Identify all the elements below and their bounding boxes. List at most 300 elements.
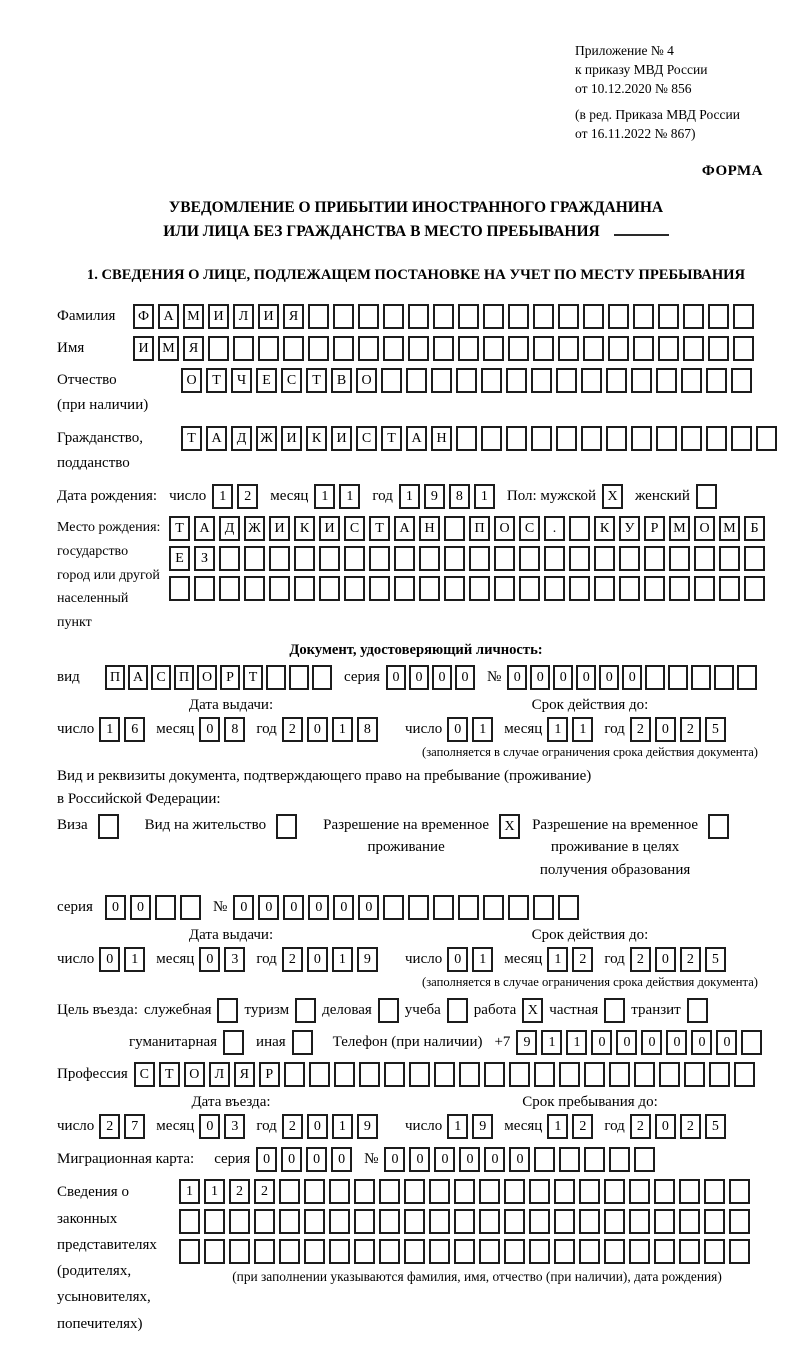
char-cell[interactable]	[444, 546, 465, 571]
char-cell[interactable]	[656, 368, 677, 393]
char-cell[interactable]: 1	[339, 484, 360, 509]
char-cell[interactable]: 3	[224, 1114, 245, 1139]
char-cell[interactable]	[384, 1062, 405, 1087]
char-cell[interactable]	[619, 576, 640, 601]
char-cell[interactable]: 0	[386, 665, 406, 690]
char-cell[interactable]	[594, 576, 615, 601]
char-cell[interactable]: 0	[199, 947, 220, 972]
char-cell[interactable]	[279, 1179, 300, 1204]
char-cell[interactable]: 5	[705, 717, 726, 742]
char-cell[interactable]	[706, 426, 727, 451]
char-cell[interactable]	[433, 336, 454, 361]
char-cell[interactable]: Б	[744, 516, 765, 541]
char-cell[interactable]	[381, 368, 402, 393]
char-cell[interactable]	[304, 1239, 325, 1264]
char-cell[interactable]	[533, 895, 554, 920]
char-cell[interactable]	[569, 546, 590, 571]
char-cell[interactable]	[559, 1147, 580, 1172]
char-cell[interactable]	[258, 336, 279, 361]
char-cell[interactable]: 0	[409, 1147, 430, 1172]
char-cell[interactable]	[733, 336, 754, 361]
char-cell[interactable]	[433, 304, 454, 329]
char-cell[interactable]: 5	[705, 947, 726, 972]
char-cell[interactable]	[644, 576, 665, 601]
char-cell[interactable]	[404, 1209, 425, 1234]
char-cell[interactable]: 0	[655, 947, 676, 972]
char-cell[interactable]: П	[105, 665, 125, 690]
char-cell[interactable]	[458, 304, 479, 329]
char-cell[interactable]	[419, 576, 440, 601]
char-cell[interactable]	[691, 665, 711, 690]
char-cell[interactable]: С	[151, 665, 171, 690]
char-cell[interactable]	[369, 576, 390, 601]
char-cell[interactable]: Л	[233, 304, 254, 329]
char-cell[interactable]	[694, 546, 715, 571]
char-cell[interactable]	[631, 368, 652, 393]
char-cell[interactable]	[294, 546, 315, 571]
char-cell[interactable]: Ч	[231, 368, 252, 393]
char-cell[interactable]	[379, 1179, 400, 1204]
char-cell[interactable]: 1	[332, 947, 353, 972]
char-cell[interactable]: 1	[399, 484, 420, 509]
char-cell[interactable]	[358, 304, 379, 329]
char-cell[interactable]	[629, 1209, 650, 1234]
char-cell[interactable]	[308, 336, 329, 361]
char-cell[interactable]: 5	[705, 1114, 726, 1139]
char-cell[interactable]	[584, 1062, 605, 1087]
char-cell[interactable]	[654, 1179, 675, 1204]
char-cell[interactable]	[484, 1062, 505, 1087]
char-cell[interactable]: 0	[447, 947, 468, 972]
char-cell[interactable]: Н	[431, 426, 452, 451]
char-cell[interactable]: 0	[105, 895, 126, 920]
char-cell[interactable]: 1	[541, 1030, 562, 1055]
char-cell[interactable]: Т	[206, 368, 227, 393]
char-cell[interactable]	[434, 1062, 455, 1087]
char-cell[interactable]: 0	[432, 665, 452, 690]
char-cell[interactable]	[333, 336, 354, 361]
char-cell[interactable]	[608, 304, 629, 329]
char-cell[interactable]: О	[184, 1062, 205, 1087]
char-cell[interactable]	[508, 895, 529, 920]
char-cell[interactable]: 2	[282, 947, 303, 972]
char-cell[interactable]	[334, 1062, 355, 1087]
char-cell[interactable]	[329, 1179, 350, 1204]
char-cell[interactable]: Я	[183, 336, 204, 361]
char-cell[interactable]	[354, 1239, 375, 1264]
char-cell[interactable]: 2	[254, 1179, 275, 1204]
char-cell[interactable]	[681, 426, 702, 451]
char-cell[interactable]: О	[356, 368, 377, 393]
char-cell[interactable]: К	[306, 426, 327, 451]
char-cell[interactable]	[304, 1179, 325, 1204]
char-cell[interactable]	[609, 1062, 630, 1087]
char-cell[interactable]	[479, 1179, 500, 1204]
char-cell[interactable]	[329, 1209, 350, 1234]
char-cell[interactable]	[333, 304, 354, 329]
char-cell[interactable]: 2	[572, 1114, 593, 1139]
char-cell[interactable]	[629, 1239, 650, 1264]
char-cell[interactable]	[369, 546, 390, 571]
char-cell[interactable]: 8	[357, 717, 378, 742]
char-cell[interactable]: О	[494, 516, 515, 541]
char-cell[interactable]	[506, 426, 527, 451]
char-cell[interactable]: С	[134, 1062, 155, 1087]
char-cell[interactable]	[329, 1239, 350, 1264]
char-cell[interactable]	[408, 895, 429, 920]
char-cell[interactable]: С	[281, 368, 302, 393]
char-cell[interactable]: Я	[234, 1062, 255, 1087]
char-cell[interactable]: 0	[99, 947, 120, 972]
char-cell[interactable]: Ф	[133, 304, 154, 329]
char-cell[interactable]: Е	[256, 368, 277, 393]
char-cell[interactable]	[719, 576, 740, 601]
char-cell[interactable]	[483, 895, 504, 920]
char-cell[interactable]	[283, 336, 304, 361]
char-cell[interactable]	[506, 368, 527, 393]
char-cell[interactable]	[279, 1209, 300, 1234]
char-cell[interactable]: Т	[159, 1062, 180, 1087]
char-cell[interactable]	[406, 368, 427, 393]
char-cell[interactable]: Т	[169, 516, 190, 541]
char-cell[interactable]: 0	[484, 1147, 505, 1172]
char-cell[interactable]: Т	[181, 426, 202, 451]
char-cell[interactable]: 0	[307, 717, 328, 742]
char-cell[interactable]: 0	[281, 1147, 302, 1172]
char-cell[interactable]	[734, 1062, 755, 1087]
char-cell[interactable]: 0	[447, 717, 468, 742]
char-cell[interactable]: 2	[237, 484, 258, 509]
char-cell[interactable]: И	[319, 516, 340, 541]
char-cell[interactable]: 0	[576, 665, 596, 690]
char-cell[interactable]	[229, 1239, 250, 1264]
char-cell[interactable]: 2	[282, 717, 303, 742]
char-cell[interactable]	[358, 336, 379, 361]
char-cell[interactable]	[289, 665, 309, 690]
char-cell[interactable]	[244, 576, 265, 601]
char-cell[interactable]: О	[181, 368, 202, 393]
char-cell[interactable]	[704, 1179, 725, 1204]
char-cell[interactable]	[304, 1209, 325, 1234]
char-cell[interactable]	[604, 1179, 625, 1204]
char-cell[interactable]: 2	[680, 947, 701, 972]
char-cell[interactable]	[579, 1209, 600, 1234]
char-cell[interactable]	[408, 304, 429, 329]
char-cell[interactable]: Д	[231, 426, 252, 451]
char-cell[interactable]: 7	[124, 1114, 145, 1139]
char-cell[interactable]	[204, 1209, 225, 1234]
char-cell[interactable]	[644, 546, 665, 571]
char-cell[interactable]: 0	[199, 1114, 220, 1139]
temp-residence-education-checkbox[interactable]	[708, 814, 729, 839]
char-cell[interactable]	[608, 336, 629, 361]
char-cell[interactable]	[694, 576, 715, 601]
char-cell[interactable]	[456, 426, 477, 451]
char-cell[interactable]	[668, 665, 688, 690]
char-cell[interactable]	[569, 576, 590, 601]
char-cell[interactable]	[429, 1239, 450, 1264]
char-cell[interactable]	[254, 1209, 275, 1234]
char-cell[interactable]	[558, 895, 579, 920]
char-cell[interactable]	[169, 576, 190, 601]
char-cell[interactable]	[533, 336, 554, 361]
char-cell[interactable]: 0	[199, 717, 220, 742]
char-cell[interactable]: 1	[332, 717, 353, 742]
char-cell[interactable]	[269, 546, 290, 571]
char-cell[interactable]: 8	[224, 717, 245, 742]
char-cell[interactable]	[731, 368, 752, 393]
char-cell[interactable]	[456, 368, 477, 393]
char-cell[interactable]	[254, 1239, 275, 1264]
char-cell[interactable]	[583, 304, 604, 329]
char-cell[interactable]: Р	[259, 1062, 280, 1087]
char-cell[interactable]	[359, 1062, 380, 1087]
char-cell[interactable]: 1	[547, 717, 568, 742]
char-cell[interactable]	[444, 576, 465, 601]
purpose-private-checkbox[interactable]	[604, 998, 625, 1023]
char-cell[interactable]	[504, 1209, 525, 1234]
char-cell[interactable]: Т	[306, 368, 327, 393]
char-cell[interactable]	[679, 1209, 700, 1234]
char-cell[interactable]	[634, 1062, 655, 1087]
char-cell[interactable]	[481, 368, 502, 393]
char-cell[interactable]	[569, 516, 590, 541]
purpose-transit-checkbox[interactable]	[687, 998, 708, 1023]
char-cell[interactable]	[744, 546, 765, 571]
char-cell[interactable]	[669, 576, 690, 601]
char-cell[interactable]	[509, 1062, 530, 1087]
char-cell[interactable]	[709, 1062, 730, 1087]
char-cell[interactable]: В	[331, 368, 352, 393]
char-cell[interactable]: 0	[233, 895, 254, 920]
char-cell[interactable]: И	[133, 336, 154, 361]
char-cell[interactable]	[479, 1209, 500, 1234]
char-cell[interactable]	[658, 336, 679, 361]
char-cell[interactable]	[429, 1209, 450, 1234]
char-cell[interactable]	[554, 1209, 575, 1234]
char-cell[interactable]: 1	[472, 947, 493, 972]
char-cell[interactable]: Д	[219, 516, 240, 541]
char-cell[interactable]: 0	[666, 1030, 687, 1055]
char-cell[interactable]: 1	[547, 947, 568, 972]
char-cell[interactable]	[394, 546, 415, 571]
char-cell[interactable]: 2	[680, 1114, 701, 1139]
char-cell[interactable]: 9	[357, 947, 378, 972]
char-cell[interactable]	[581, 368, 602, 393]
char-cell[interactable]	[714, 665, 734, 690]
char-cell[interactable]: 0	[507, 665, 527, 690]
char-cell[interactable]: Т	[243, 665, 263, 690]
char-cell[interactable]: М	[669, 516, 690, 541]
char-cell[interactable]: 2	[282, 1114, 303, 1139]
char-cell[interactable]	[606, 426, 627, 451]
char-cell[interactable]	[233, 336, 254, 361]
char-cell[interactable]: 9	[357, 1114, 378, 1139]
char-cell[interactable]	[606, 368, 627, 393]
char-cell[interactable]	[533, 304, 554, 329]
char-cell[interactable]	[433, 895, 454, 920]
char-cell[interactable]	[419, 546, 440, 571]
char-cell[interactable]: 1	[204, 1179, 225, 1204]
char-cell[interactable]	[604, 1239, 625, 1264]
char-cell[interactable]	[284, 1062, 305, 1087]
char-cell[interactable]	[756, 426, 777, 451]
char-cell[interactable]	[559, 1062, 580, 1087]
sex-female-checkbox[interactable]	[696, 484, 717, 509]
purpose-humanitarian-checkbox[interactable]	[223, 1030, 244, 1055]
char-cell[interactable]	[604, 1209, 625, 1234]
char-cell[interactable]	[654, 1239, 675, 1264]
purpose-tourism-checkbox[interactable]	[295, 998, 316, 1023]
char-cell[interactable]	[383, 304, 404, 329]
char-cell[interactable]: 0	[409, 665, 429, 690]
char-cell[interactable]	[409, 1062, 430, 1087]
char-cell[interactable]	[504, 1239, 525, 1264]
char-cell[interactable]	[180, 895, 201, 920]
char-cell[interactable]	[534, 1147, 555, 1172]
char-cell[interactable]	[483, 304, 504, 329]
char-cell[interactable]: П	[174, 665, 194, 690]
char-cell[interactable]	[679, 1239, 700, 1264]
char-cell[interactable]	[294, 576, 315, 601]
purpose-other-checkbox[interactable]	[292, 1030, 313, 1055]
char-cell[interactable]	[729, 1239, 750, 1264]
char-cell[interactable]: 2	[630, 717, 651, 742]
char-cell[interactable]	[454, 1209, 475, 1234]
char-cell[interactable]: 0	[283, 895, 304, 920]
char-cell[interactable]	[594, 546, 615, 571]
char-cell[interactable]	[733, 304, 754, 329]
char-cell[interactable]	[656, 426, 677, 451]
char-cell[interactable]: 9	[472, 1114, 493, 1139]
char-cell[interactable]	[379, 1239, 400, 1264]
char-cell[interactable]	[308, 304, 329, 329]
char-cell[interactable]	[729, 1209, 750, 1234]
char-cell[interactable]: 0	[331, 1147, 352, 1172]
char-cell[interactable]: 3	[224, 947, 245, 972]
char-cell[interactable]	[404, 1179, 425, 1204]
char-cell[interactable]: С	[344, 516, 365, 541]
char-cell[interactable]	[534, 1062, 555, 1087]
char-cell[interactable]: 0	[130, 895, 151, 920]
char-cell[interactable]: 1	[179, 1179, 200, 1204]
char-cell[interactable]: О	[694, 516, 715, 541]
char-cell[interactable]: 0	[591, 1030, 612, 1055]
char-cell[interactable]	[444, 516, 465, 541]
char-cell[interactable]	[706, 368, 727, 393]
char-cell[interactable]	[458, 336, 479, 361]
char-cell[interactable]	[483, 336, 504, 361]
char-cell[interactable]: 0	[434, 1147, 455, 1172]
char-cell[interactable]: 1	[124, 947, 145, 972]
char-cell[interactable]	[731, 426, 752, 451]
purpose-study-checkbox[interactable]	[447, 998, 468, 1023]
char-cell[interactable]: 0	[716, 1030, 737, 1055]
char-cell[interactable]	[354, 1209, 375, 1234]
char-cell[interactable]: 0	[256, 1147, 277, 1172]
char-cell[interactable]: 0	[616, 1030, 637, 1055]
char-cell[interactable]	[459, 1062, 480, 1087]
char-cell[interactable]	[219, 576, 240, 601]
char-cell[interactable]: К	[594, 516, 615, 541]
char-cell[interactable]: 1	[474, 484, 495, 509]
char-cell[interactable]: Е	[169, 546, 190, 571]
char-cell[interactable]	[708, 336, 729, 361]
char-cell[interactable]	[708, 304, 729, 329]
char-cell[interactable]: 0	[358, 895, 379, 920]
char-cell[interactable]	[179, 1209, 200, 1234]
char-cell[interactable]	[554, 1179, 575, 1204]
char-cell[interactable]	[633, 336, 654, 361]
char-cell[interactable]	[684, 1062, 705, 1087]
char-cell[interactable]: К	[294, 516, 315, 541]
char-cell[interactable]: 1	[472, 717, 493, 742]
char-cell[interactable]	[558, 304, 579, 329]
char-cell[interactable]	[454, 1179, 475, 1204]
char-cell[interactable]	[208, 336, 229, 361]
char-cell[interactable]	[704, 1239, 725, 1264]
char-cell[interactable]	[529, 1209, 550, 1234]
char-cell[interactable]	[155, 895, 176, 920]
char-cell[interactable]	[529, 1179, 550, 1204]
char-cell[interactable]: 0	[655, 717, 676, 742]
char-cell[interactable]: Ж	[256, 426, 277, 451]
char-cell[interactable]	[266, 665, 286, 690]
char-cell[interactable]	[633, 304, 654, 329]
char-cell[interactable]	[554, 1239, 575, 1264]
char-cell[interactable]	[429, 1179, 450, 1204]
char-cell[interactable]	[544, 546, 565, 571]
char-cell[interactable]: 0	[553, 665, 573, 690]
char-cell[interactable]: М	[158, 336, 179, 361]
char-cell[interactable]: И	[331, 426, 352, 451]
char-cell[interactable]: М	[719, 516, 740, 541]
char-cell[interactable]	[619, 546, 640, 571]
char-cell[interactable]	[584, 1147, 605, 1172]
char-cell[interactable]: А	[194, 516, 215, 541]
char-cell[interactable]: 1	[447, 1114, 468, 1139]
char-cell[interactable]: 2	[630, 947, 651, 972]
char-cell[interactable]	[344, 546, 365, 571]
char-cell[interactable]	[556, 368, 577, 393]
char-cell[interactable]: .	[544, 516, 565, 541]
char-cell[interactable]	[179, 1239, 200, 1264]
char-cell[interactable]	[319, 546, 340, 571]
char-cell[interactable]: 2	[572, 947, 593, 972]
char-cell[interactable]: З	[194, 546, 215, 571]
char-cell[interactable]: Т	[369, 516, 390, 541]
char-cell[interactable]: 1	[314, 484, 335, 509]
char-cell[interactable]: 9	[516, 1030, 537, 1055]
char-cell[interactable]: И	[258, 304, 279, 329]
char-cell[interactable]	[479, 1239, 500, 1264]
char-cell[interactable]: 1	[566, 1030, 587, 1055]
char-cell[interactable]: И	[269, 516, 290, 541]
char-cell[interactable]: Р	[220, 665, 240, 690]
char-cell[interactable]	[319, 576, 340, 601]
char-cell[interactable]	[309, 1062, 330, 1087]
char-cell[interactable]: С	[519, 516, 540, 541]
char-cell[interactable]: Я	[283, 304, 304, 329]
char-cell[interactable]	[269, 576, 290, 601]
char-cell[interactable]: 1	[99, 717, 120, 742]
char-cell[interactable]	[519, 576, 540, 601]
char-cell[interactable]	[394, 576, 415, 601]
char-cell[interactable]	[383, 895, 404, 920]
char-cell[interactable]	[583, 336, 604, 361]
char-cell[interactable]	[508, 304, 529, 329]
char-cell[interactable]: Т	[381, 426, 402, 451]
